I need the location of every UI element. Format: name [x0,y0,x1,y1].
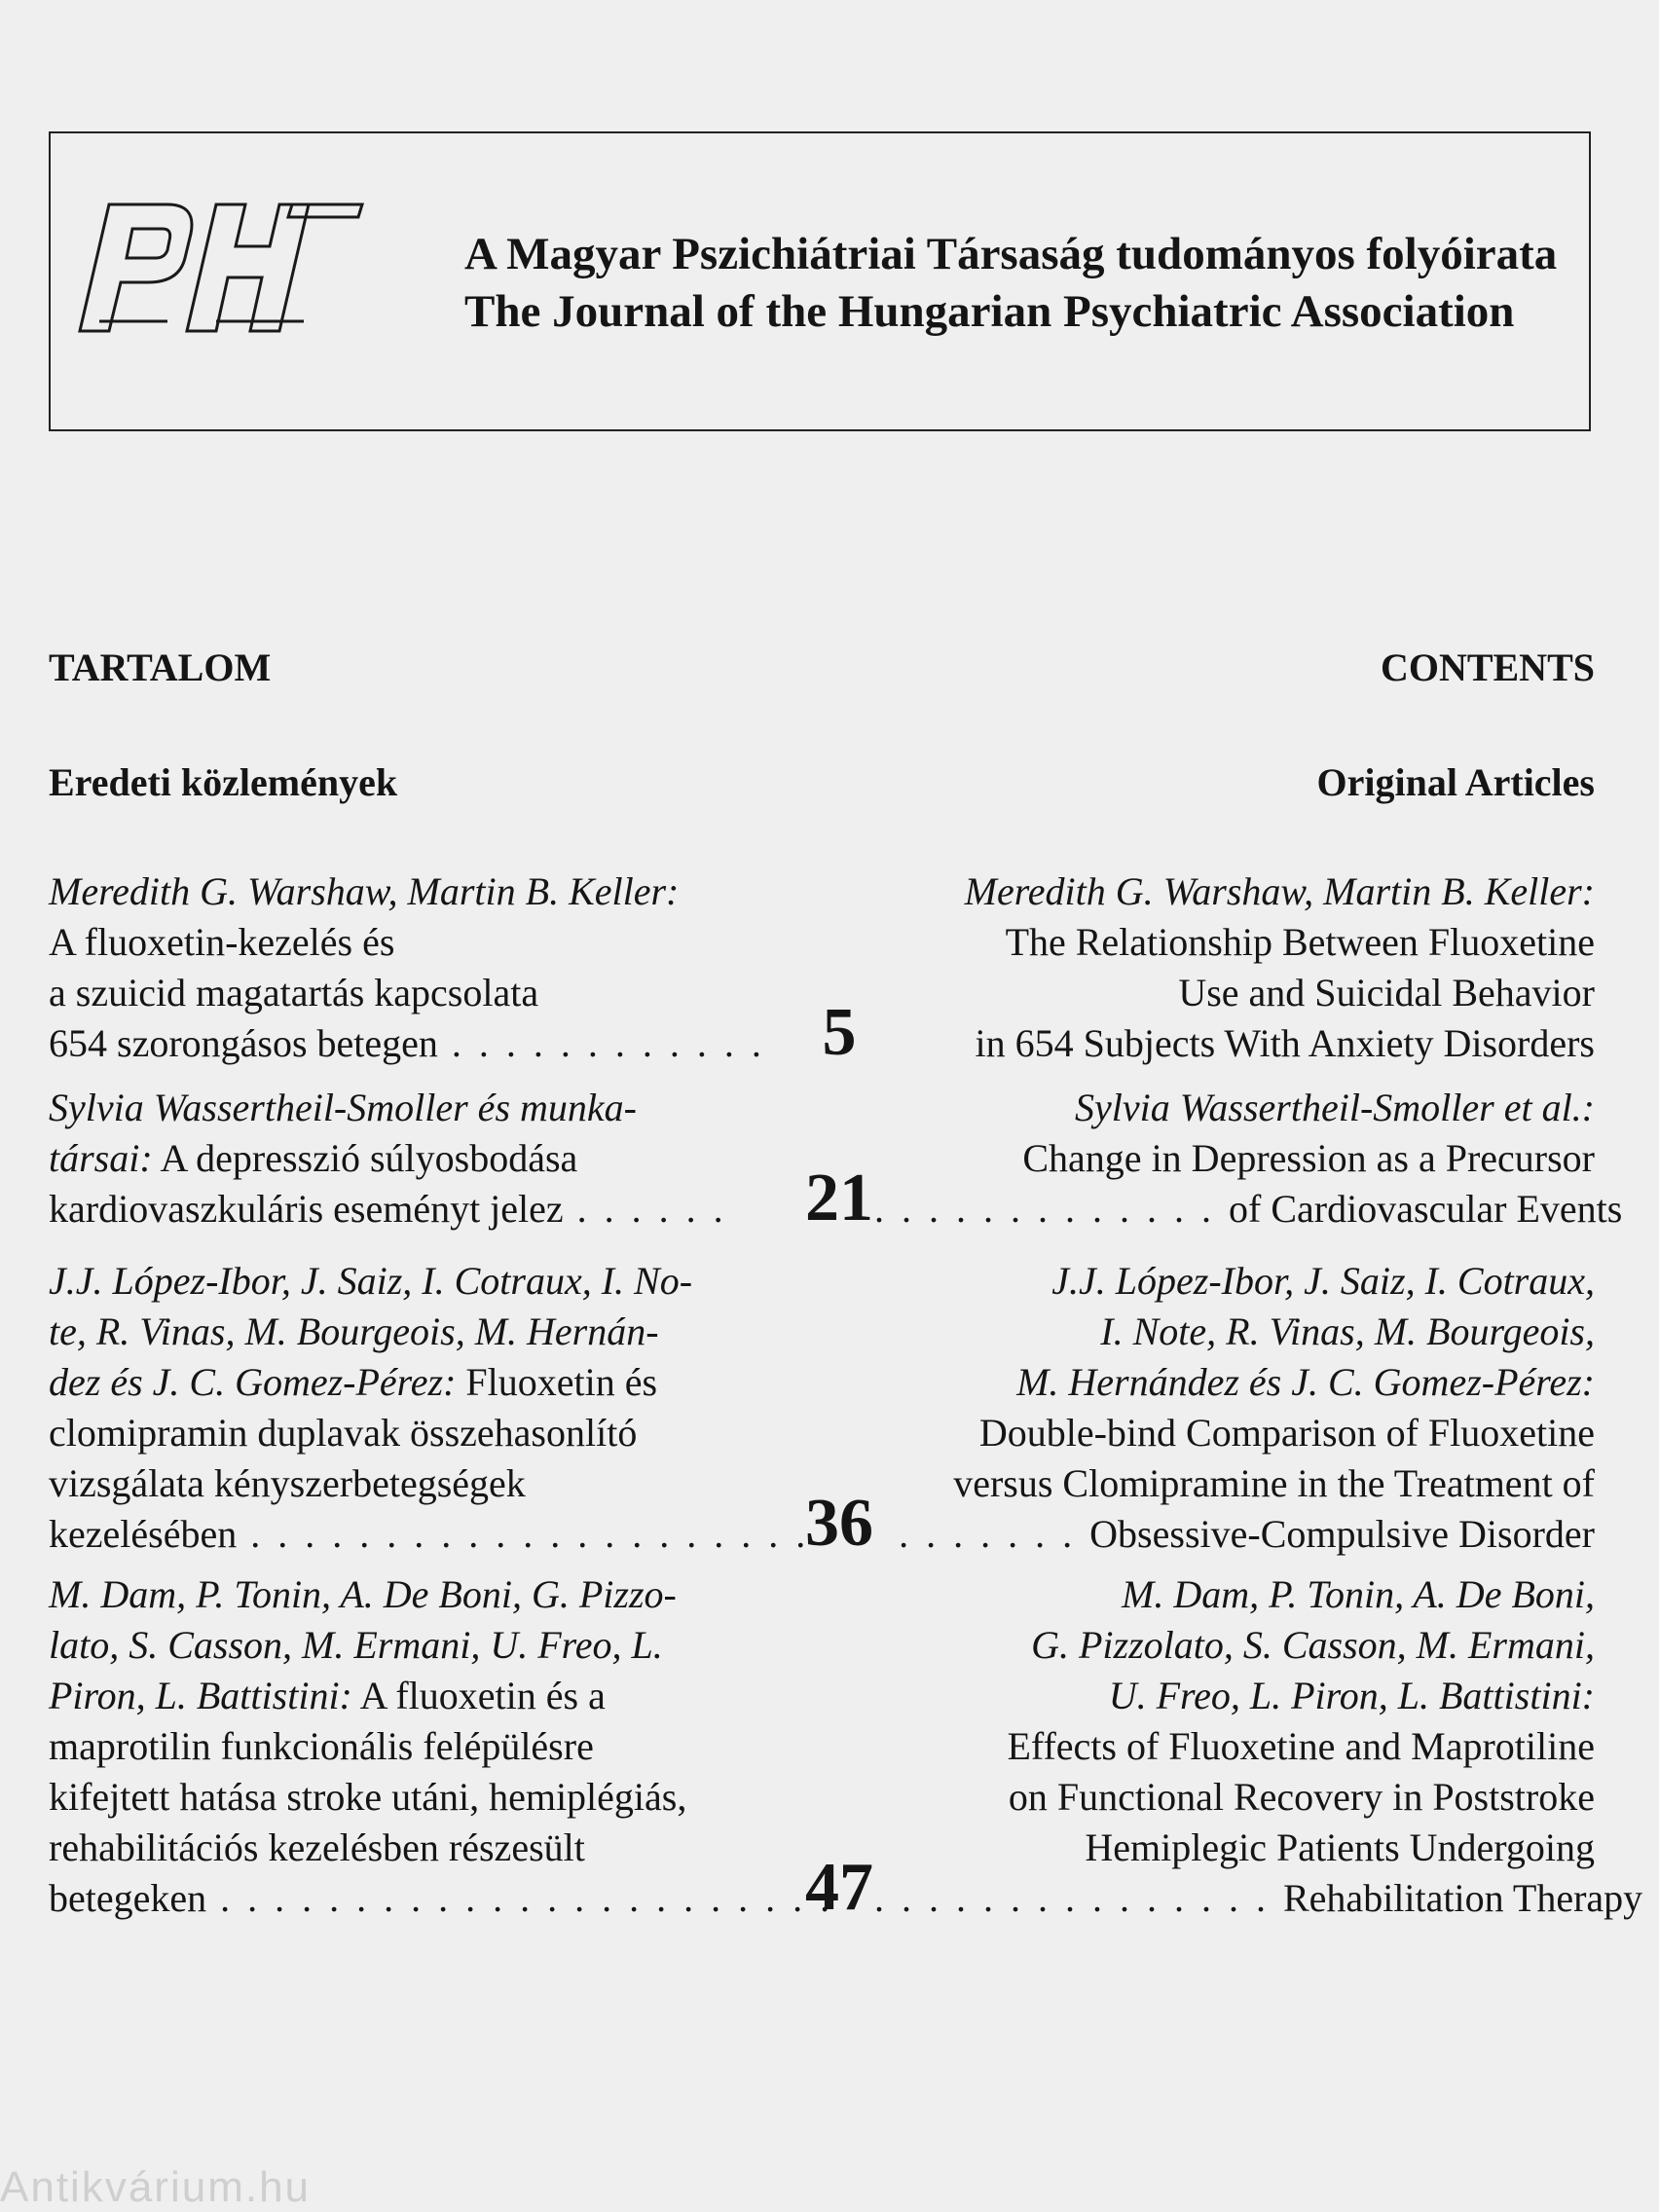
article-title-text: betegeken [49,1876,207,1920]
article-line [49,1671,750,1721]
article-entry-en[interactable] [874,1083,1623,1235]
article-title-text: kardiovaszkuláris eseményt jelez [49,1187,564,1231]
article-title-text: Rehabilitation Therapy [1283,1876,1643,1920]
article-line [874,1458,1595,1509]
article-entry-hu[interactable] [49,1083,750,1235]
article-line [874,968,1595,1018]
leader-dots: . . . . . . . [899,1512,1090,1556]
article-title-text: clomipramin duplavak összehasonlító [49,1411,638,1455]
article-title-text: Hemiplegic Patients Undergoing [1085,1825,1595,1869]
article-title-text: on Functional Recovery in Poststroke [1008,1775,1595,1819]
article-authors: Meredith G. Warshaw, Martin B. Keller: [49,869,680,913]
article-line [874,1873,1643,1924]
article-title-text: in 654 Subjects With Anxiety Disorders [975,1021,1595,1065]
article-authors: Piron, L. Battistini: [49,1674,352,1717]
article-title-text: rehabilitációs kezelésben részesült [49,1825,585,1869]
article-authors: te, R. Vinas, M. Bourgeois, M. Hernán- [49,1309,659,1353]
article-authors: M. Dam, P. Tonin, A. De Boni, G. Pizzo- [49,1572,677,1616]
article-title-text: a szuicid magatartás kapcsolata [49,971,539,1014]
toc-heading-en: CONTENTS [1380,645,1595,689]
article-title-text: Double-bind Comparison of Fluoxetine [978,1411,1595,1455]
article-entry-en[interactable] [874,866,1595,1069]
page-number[interactable]: 36 [805,1486,873,1561]
journal-title-en: The Journal of the Hungarian Psychiatric Association [464,286,1515,337]
article-title-text: Use and Suicidal Behavior [1178,971,1595,1014]
toc-heading-hu: TARTALOM [49,645,272,689]
article-line [49,1721,750,1772]
article-title-text: vizsgálata kényszerbetegségek [49,1461,526,1505]
article-title-text: Obsessive-Compulsive Disorder [1089,1512,1595,1556]
article-title-text: versus Clomipramine in the Treatment of [953,1461,1595,1505]
article-line [874,1018,1595,1069]
journal-title [464,226,1557,341]
article-authors: I. Note, R. Vinas, M. Bourgeois, [1100,1309,1595,1353]
article-authors: lato, S. Casson, M. Ermani, U. Freo, L. [49,1623,663,1667]
watermark: Antikvárium.hu [0,2163,312,2211]
article-authors: J.J. López-Ibor, J. Saiz, I. Cotraux, [1051,1259,1595,1303]
article-title-text: maprotilin funkcionális felépülésre [49,1724,594,1768]
article-authors: G. Pizzolato, S. Casson, M. Ermani, [1031,1623,1595,1667]
leader-dots: . . . . . . . . . . . . . . . . . . . . . [237,1512,810,1556]
article-line [874,1721,1595,1772]
article-line [874,1823,1595,1873]
article-line [874,1509,1595,1560]
page-number[interactable]: 47 [805,1850,873,1925]
article-line [874,1569,1595,1620]
article-line [49,1133,750,1184]
article-line [49,1184,750,1235]
article-authors: dez és J. C. Gomez-Pérez: [49,1360,457,1404]
article-line [49,1873,834,1924]
page-number[interactable]: 5 [822,995,857,1070]
page-number[interactable]: 21 [805,1161,873,1235]
leader-dots: . . . . . . . . . . . . . . . . . . . . . . . [206,1876,834,1920]
article-authors: M. Dam, P. Tonin, A. De Boni, [1122,1572,1595,1616]
article-authors: J.J. López-Ibor, J. Saiz, I. Cotraux, I. No- [49,1259,693,1303]
article-line [874,1408,1595,1458]
article-title-text: A fluoxetin-kezelés és [49,920,395,964]
article-line [49,1772,750,1823]
article-line [49,1083,750,1133]
article-line [49,1307,750,1357]
leader-dots: . . . . . . . . . . . . [437,1021,765,1065]
article-line [874,1256,1595,1307]
article-authors: U. Freo, L. Piron, L. Battistini: [1108,1674,1595,1717]
article-title-text: A fluoxetin és a [351,1674,606,1717]
article-entry-hu[interactable] [49,1569,834,1924]
article-title-text: Effects of Fluoxetine and Maprotiline [1007,1724,1595,1768]
ph-logo [70,200,372,336]
article-entry-en[interactable] [874,1569,1643,1924]
article-line [874,1307,1595,1357]
article-title-text: A depresszió súlyosbodása [152,1136,578,1180]
article-title-text: The Relationship Between Fluoxetine [1005,920,1595,964]
leader-dots: . . . . . . . . . . . . . . . [874,1876,1283,1920]
journal-title-hu: A Magyar Pszichiátriai Társaság tudományos folyóirata [464,229,1558,279]
article-line [874,866,1595,917]
article-line [49,1018,765,1069]
article-line [49,866,750,917]
article-authors: társai: [49,1136,153,1180]
article-line [49,917,750,968]
article-line [874,1083,1595,1133]
article-title-text: Change in Depression as a Precursor [1022,1136,1595,1180]
article-line [874,1620,1595,1671]
article-line [49,1256,750,1307]
article-line [49,1569,750,1620]
section-heading-en: Original Articles [1316,760,1595,804]
article-line [49,1357,750,1408]
article-line [49,1823,750,1873]
article-entry-hu[interactable] [49,1256,810,1560]
leader-dots: . . . . . . [563,1187,727,1231]
article-line [49,1458,750,1509]
section-heading-hu: Eredeti közlemények [49,760,398,804]
article-authors: M. Hernández és J. C. Gomez-Pérez: [1016,1360,1595,1404]
article-title-text: 654 szorongásos betegen [49,1021,438,1065]
article-entry-en[interactable] [874,1256,1595,1560]
article-title-text: kifejtett hatása stroke utáni, hemiplégiás, [49,1775,687,1819]
article-line [874,1671,1595,1721]
article-line [49,1509,810,1560]
article-authors: Meredith G. Warshaw, Martin B. Keller: [964,869,1595,913]
article-authors: Sylvia Wassertheil-Smoller et al.: [1075,1086,1595,1129]
article-line [874,1184,1623,1235]
article-title-text: of Cardiovascular Events [1229,1187,1623,1231]
journal-header [49,131,1591,431]
article-line [49,1620,750,1671]
article-line [874,1357,1595,1408]
article-authors: Sylvia Wassertheil-Smoller és munka- [49,1086,637,1129]
article-title-text: kezelésében [49,1512,238,1556]
article-entry-hu[interactable] [49,866,765,1069]
article-line [874,1772,1595,1823]
leader-dots: . . . . . . . . . . . . . [874,1187,1229,1231]
article-line [874,917,1595,968]
article-line [874,1133,1595,1184]
article-title-text: Fluoxetin és [456,1360,658,1404]
article-line [49,968,750,1018]
article-line [49,1408,750,1458]
